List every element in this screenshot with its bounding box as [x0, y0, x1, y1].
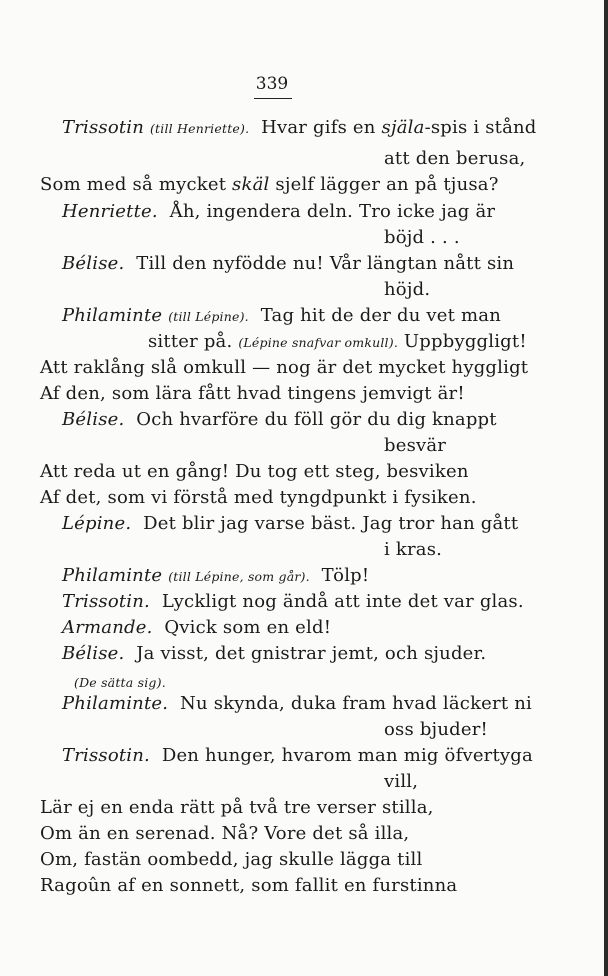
line-text: Ja visst, det gnistrar jemt, och sjuder. — [136, 643, 487, 664]
verse-line: böjd . . . — [384, 227, 460, 248]
line-text: Qvick som en eld! — [164, 617, 332, 638]
verse-line — [148, 331, 527, 352]
line-text: -spis i stånd — [424, 117, 537, 138]
line-text: Åh, ingendera deln. Tro icke jag är — [169, 201, 496, 222]
verse-line: höjd. — [384, 279, 431, 300]
line-text: Tag hit de der du vet man — [260, 305, 501, 326]
speaker-name: Armande. — [62, 617, 153, 638]
emphasis: skäl — [232, 174, 270, 195]
speaker-name: Bélise. — [62, 253, 125, 274]
verse-line: Att reda ut en gång! Du tog ett steg, besviken — [40, 461, 469, 482]
line-text: sjelf lägger an på tjusa? — [269, 174, 499, 195]
line-text: Den hunger, hvarom man mig öfvertyga — [161, 745, 533, 766]
verse-line: oss bjuder! — [384, 719, 488, 740]
verse-line: Lär ej en enda rätt på två tre verser stilla, — [40, 797, 434, 818]
verse-line — [62, 409, 497, 430]
verse-line: Ragoûn af en sonnett, som fallit en furstinna — [40, 875, 458, 896]
verse-line: Om än en serenad. Nå? Vore det så illa, — [40, 823, 410, 844]
line-text: Tölp! — [321, 565, 370, 586]
verse-line: Om, fastän oombedd, jag skulle lägga till — [40, 849, 423, 870]
stage-direction: (Lépine snafvar omkull). — [238, 335, 398, 350]
verse-line: i kras. — [384, 539, 443, 560]
verse-line: vill, — [384, 771, 419, 792]
stage-direction: (till Lépine, som går). — [168, 569, 310, 584]
line-text: Det blir jag varse bäst. Jag tror han gått — [143, 513, 519, 534]
verse-line — [62, 591, 524, 612]
verse-line — [74, 671, 166, 692]
line-text: Lyckligt nog ändå att inte det var glas. — [161, 591, 524, 612]
speaker-name: Philaminte. — [62, 693, 169, 714]
verse-line: Af det, som vi förstå med tyngdpunkt i fysiken. — [40, 487, 477, 508]
verse-line: att den berusa, — [384, 148, 526, 169]
speaker-name: Philaminte — [62, 305, 163, 326]
speaker-name: Trissotin — [62, 117, 145, 138]
verse-line — [62, 745, 533, 766]
page-number: 339 — [255, 74, 289, 94]
verse-line — [62, 693, 532, 714]
verse-line: Af den, som lära fått hvad tingens jemvigt är! — [40, 383, 465, 404]
line-text: sitter på. — [148, 331, 233, 352]
emphasis: själa — [381, 117, 425, 138]
verse-line — [62, 253, 514, 274]
verse-line — [40, 174, 499, 195]
verse-line — [62, 565, 369, 586]
page-number-rule — [254, 98, 292, 99]
verse-line — [62, 117, 537, 138]
speaker-name: Henriette. — [62, 201, 158, 222]
line-text: Uppbyggligt! — [403, 331, 527, 352]
speaker-name: Philaminte — [62, 565, 163, 586]
verse-line — [62, 513, 518, 534]
speaker-name: Trissotin. — [62, 745, 150, 766]
stage-direction: (De sätta sig). — [74, 675, 166, 690]
verse-line — [62, 617, 331, 638]
verse-line — [62, 201, 495, 222]
page-edge — [604, 0, 608, 976]
verse-line — [62, 643, 486, 664]
line-text: Hvar gifs en — [261, 117, 382, 138]
line-text: Och hvarföre du föll gör du dig knappt — [136, 409, 497, 430]
verse-line: Att raklång slå omkull — nog är det mycket hyggligt — [40, 357, 529, 378]
stage-direction: (till Lépine). — [168, 309, 249, 324]
speaker-name: Trissotin. — [62, 591, 150, 612]
speaker-name: Bélise. — [62, 643, 125, 664]
line-text: Som med så mycket — [40, 174, 233, 195]
speaker-name: Bélise. — [62, 409, 125, 430]
stage-direction: (till Henriette). — [149, 121, 250, 136]
verse-line: besvär — [384, 435, 447, 456]
verse-line — [62, 305, 501, 326]
line-text: Till den nyfödde nu! Vår längtan nått sin — [136, 253, 515, 274]
line-text: Nu skynda, duka fram hvad läckert ni — [180, 693, 532, 714]
speaker-name: Lépine. — [62, 513, 132, 534]
